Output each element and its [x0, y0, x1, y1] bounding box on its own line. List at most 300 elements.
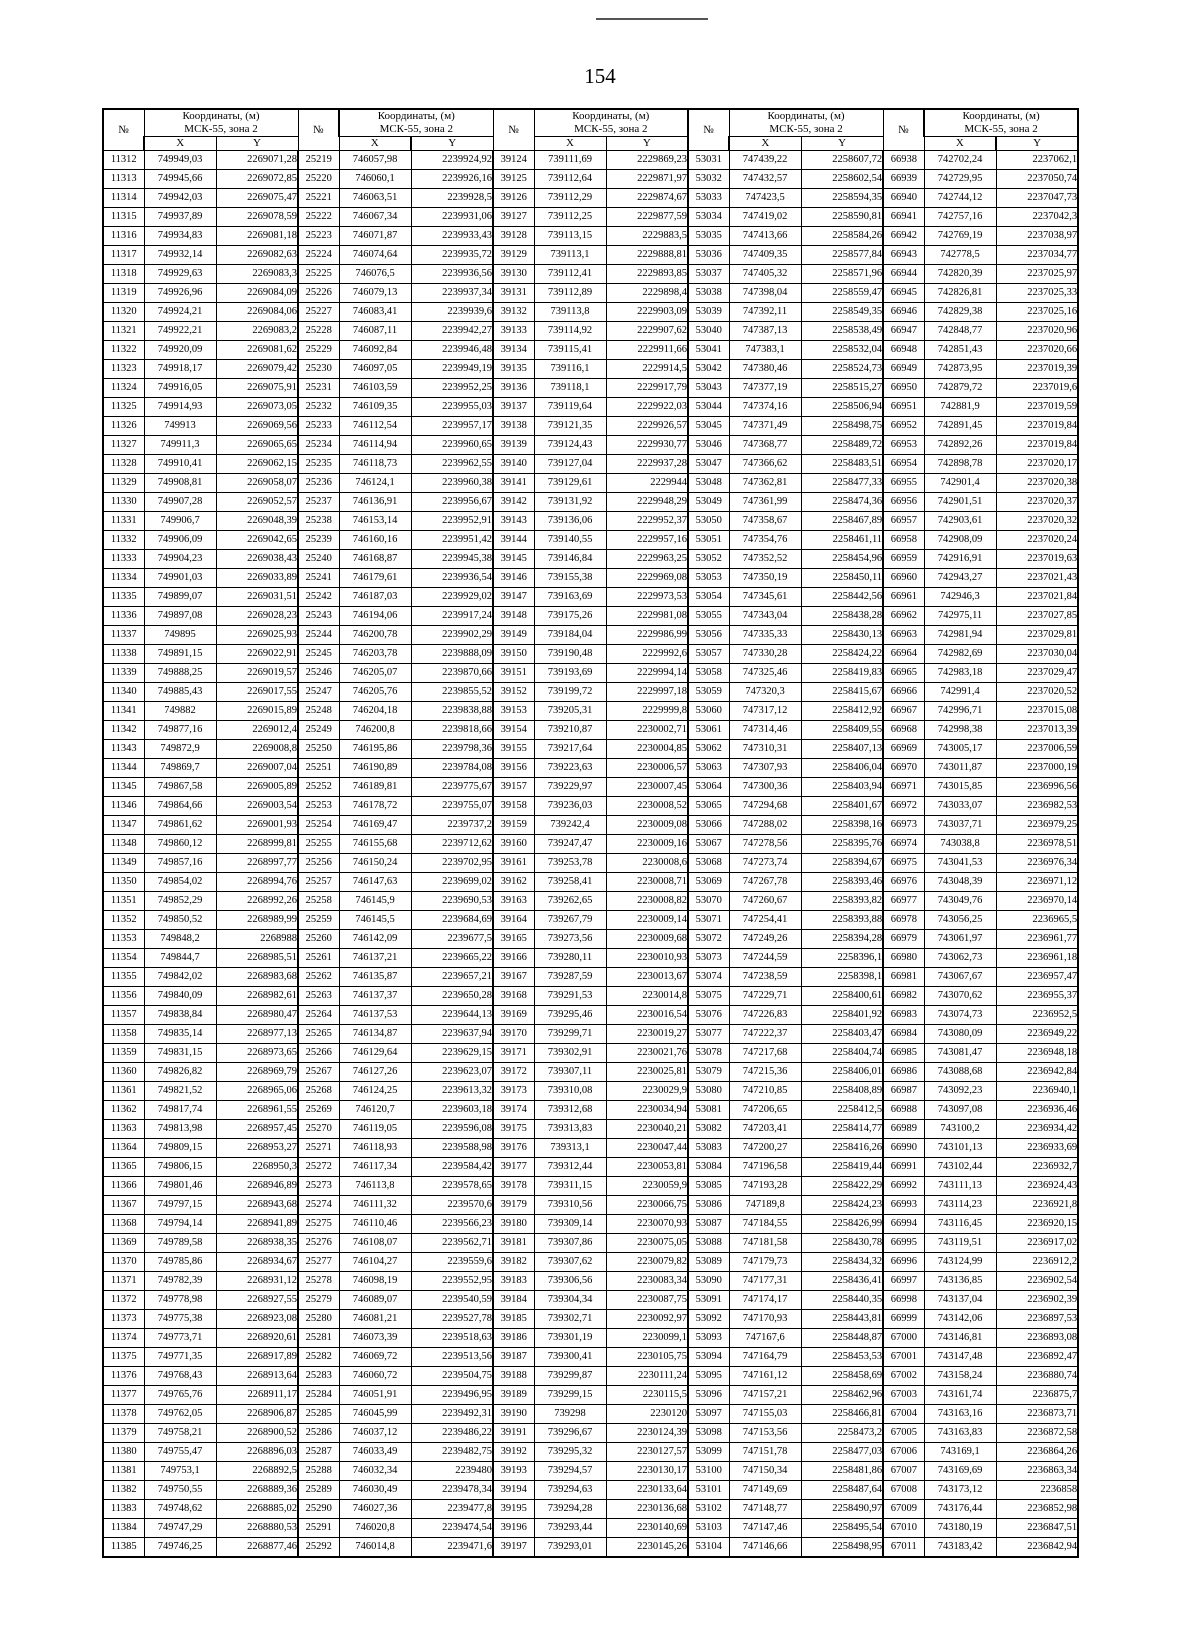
point-number-cell: 11359: [103, 1044, 144, 1063]
point-number-cell: 25227: [298, 303, 339, 322]
y-coordinate-cell: 2230133,64: [606, 1481, 688, 1500]
x-coordinate-cell: 743119,51: [924, 1234, 996, 1253]
x-coordinate-cell: 743116,45: [924, 1215, 996, 1234]
point-number-cell: 39129: [493, 246, 534, 265]
y-coordinate-cell: 2237000,19: [996, 759, 1078, 778]
point-number-cell: 39179: [493, 1196, 534, 1215]
x-coordinate-cell: 746150,24: [339, 854, 411, 873]
y-coordinate-cell: 2229957,16: [606, 531, 688, 550]
y-coordinate-cell: 2269084,09: [216, 284, 298, 303]
x-coordinate-cell: 747361,99: [729, 493, 801, 512]
point-number-cell: 11356: [103, 987, 144, 1006]
y-coordinate-cell: 2236842,94: [996, 1538, 1078, 1558]
x-coordinate-cell: 739112,64: [534, 170, 606, 189]
table-row: [103, 1044, 1078, 1063]
y-coordinate-cell: 2258448,87: [801, 1329, 883, 1348]
x-coordinate-cell: 739312,44: [534, 1158, 606, 1177]
point-number-cell: 53083: [688, 1139, 729, 1158]
x-coordinate-cell: 746033,49: [339, 1443, 411, 1462]
y-coordinate-cell: 2239838,88: [411, 702, 493, 721]
y-coordinate-cell: 2236858: [996, 1481, 1078, 1500]
point-number-cell: 66942: [883, 227, 924, 246]
point-number-cell: 25271: [298, 1139, 339, 1158]
point-number-cell: 39187: [493, 1348, 534, 1367]
table-row: [103, 550, 1078, 569]
point-number-cell: 53063: [688, 759, 729, 778]
x-coordinate-cell: 743092,23: [924, 1082, 996, 1101]
y-coordinate-cell: 2258407,13: [801, 740, 883, 759]
point-number-cell: 66980: [883, 949, 924, 968]
table-row: [103, 189, 1078, 208]
table-row: [103, 683, 1078, 702]
point-number-cell: 39163: [493, 892, 534, 911]
point-number-cell: 39165: [493, 930, 534, 949]
table-row: [103, 1253, 1078, 1272]
y-coordinate-cell: 2239559,6: [411, 1253, 493, 1272]
x-coordinate-cell: 749755,47: [144, 1443, 216, 1462]
coordinates-title: Координаты, (м): [377, 110, 455, 122]
point-number-cell: 11314: [103, 189, 144, 208]
y-coordinate-cell: 2229903,09: [606, 303, 688, 322]
point-number-cell: 11321: [103, 322, 144, 341]
y-coordinate-cell: 2236965,5: [996, 911, 1078, 930]
y-coordinate-cell: 2229926,57: [606, 417, 688, 436]
y-coordinate-cell: 2236873,71: [996, 1405, 1078, 1424]
point-number-cell: 53060: [688, 702, 729, 721]
point-number-cell: 39180: [493, 1215, 534, 1234]
y-coordinate-cell: 2239474,54: [411, 1519, 493, 1538]
x-coordinate-cell: 747244,59: [729, 949, 801, 968]
y-coordinate-cell: 2268931,12: [216, 1272, 298, 1291]
y-coordinate-cell: 2258404,74: [801, 1044, 883, 1063]
y-coordinate-cell: 2239888,09: [411, 645, 493, 664]
y-coordinate-cell: 2229874,67: [606, 189, 688, 208]
table-row: [103, 911, 1078, 930]
y-coordinate-cell: 2230059,9: [606, 1177, 688, 1196]
point-number-cell: 66992: [883, 1177, 924, 1196]
point-number-cell: 11363: [103, 1120, 144, 1139]
x-coordinate-cell: 749848,2: [144, 930, 216, 949]
point-number-cell: 25269: [298, 1101, 339, 1120]
point-number-cell: 11320: [103, 303, 144, 322]
table-row: [103, 284, 1078, 303]
y-coordinate-cell: 2239935,72: [411, 246, 493, 265]
point-number-cell: 11369: [103, 1234, 144, 1253]
point-number-cell: 53035: [688, 227, 729, 246]
table-row: [103, 1310, 1078, 1329]
point-number-cell: 39168: [493, 987, 534, 1006]
x-coordinate-cell: 749758,21: [144, 1424, 216, 1443]
y-coordinate-cell: 2237019,39: [996, 360, 1078, 379]
table-row: [103, 341, 1078, 360]
point-number-cell: 25239: [298, 531, 339, 550]
x-coordinate-cell: 749854,02: [144, 873, 216, 892]
point-number-cell: 53088: [688, 1234, 729, 1253]
x-coordinate-cell: 739300,41: [534, 1348, 606, 1367]
x-coordinate-cell: 746014,8: [339, 1538, 411, 1558]
y-coordinate-cell: 2258403,94: [801, 778, 883, 797]
y-coordinate-cell: 2239702,95: [411, 854, 493, 873]
point-number-cell: 25279: [298, 1291, 339, 1310]
y-coordinate-cell: 2229973,53: [606, 588, 688, 607]
point-number-cell: 25219: [298, 151, 339, 170]
y-coordinate-cell: 2268988: [216, 930, 298, 949]
y-coordinate-cell: 2236955,37: [996, 987, 1078, 1006]
x-coordinate-cell: 742991,4: [924, 683, 996, 702]
table-row: [103, 607, 1078, 626]
y-coordinate-cell: 2239492,31: [411, 1405, 493, 1424]
y-coordinate-cell: 2258415,67: [801, 683, 883, 702]
y-coordinate-cell: 2258394,28: [801, 930, 883, 949]
x-coordinate-cell: 746057,98: [339, 151, 411, 170]
y-coordinate-cell: 2269028,23: [216, 607, 298, 626]
x-coordinate-cell: 747350,19: [729, 569, 801, 588]
x-coordinate-cell: 739253,78: [534, 854, 606, 873]
point-number-cell: 53064: [688, 778, 729, 797]
y-coordinate-cell: 2239936,54: [411, 569, 493, 588]
point-number-cell: 25262: [298, 968, 339, 987]
table-row: [103, 1405, 1078, 1424]
x-coordinate-cell: 749778,98: [144, 1291, 216, 1310]
point-number-cell: 66979: [883, 930, 924, 949]
point-number-cell: 11361: [103, 1082, 144, 1101]
point-number-cell: 67007: [883, 1462, 924, 1481]
y-coordinate-cell: 2229883,5: [606, 227, 688, 246]
x-coordinate-cell: 747147,46: [729, 1519, 801, 1538]
x-coordinate-cell: 739146,84: [534, 550, 606, 569]
x-coordinate-cell: 742996,71: [924, 702, 996, 721]
point-number-cell: 53073: [688, 949, 729, 968]
y-coordinate-cell: 2236936,46: [996, 1101, 1078, 1120]
point-number-cell: 11357: [103, 1006, 144, 1025]
point-number-cell: 11373: [103, 1310, 144, 1329]
point-number-cell: 39155: [493, 740, 534, 759]
table-row: [103, 835, 1078, 854]
point-number-cell: 53032: [688, 170, 729, 189]
x-coordinate-cell: 746113,8: [339, 1177, 411, 1196]
y-coordinate-cell: 2258584,26: [801, 227, 883, 246]
x-coordinate-cell: 739205,31: [534, 702, 606, 721]
table-row: [103, 949, 1078, 968]
x-coordinate-cell: 746195,86: [339, 740, 411, 759]
point-number-cell: 25256: [298, 854, 339, 873]
y-coordinate-cell: 2258453,53: [801, 1348, 883, 1367]
point-number-cell: 66964: [883, 645, 924, 664]
x-coordinate-cell: 749945,66: [144, 170, 216, 189]
y-coordinate-cell: 2229888,81: [606, 246, 688, 265]
point-number-cell: 66963: [883, 626, 924, 645]
y-coordinate-cell: 2236847,51: [996, 1519, 1078, 1538]
x-coordinate-cell: 746169,47: [339, 816, 411, 835]
x-coordinate-cell: 747413,66: [729, 227, 801, 246]
y-coordinate-cell: 2268900,52: [216, 1424, 298, 1443]
y-coordinate-cell: 2239960,65: [411, 436, 493, 455]
table-row: [103, 1196, 1078, 1215]
x-coordinate-cell: 749906,09: [144, 531, 216, 550]
table-row: [103, 1367, 1078, 1386]
y-coordinate-cell: 2269083,2: [216, 322, 298, 341]
point-number-cell: 53031: [688, 151, 729, 170]
y-coordinate-cell: 2258409,55: [801, 721, 883, 740]
y-coordinate-cell: 2269025,93: [216, 626, 298, 645]
x-coordinate-cell: 743180,19: [924, 1519, 996, 1538]
point-number-cell: 66944: [883, 265, 924, 284]
point-number-cell: 66974: [883, 835, 924, 854]
x-coordinate-cell: 747320,3: [729, 683, 801, 702]
point-number-cell: 25263: [298, 987, 339, 1006]
y-coordinate-cell: 2268917,89: [216, 1348, 298, 1367]
y-coordinate-cell: 2236952,5: [996, 1006, 1078, 1025]
point-number-cell: 39154: [493, 721, 534, 740]
x-coordinate-cell: 739301,19: [534, 1329, 606, 1348]
point-number-cell: 53090: [688, 1272, 729, 1291]
x-coordinate-cell: 746118,93: [339, 1139, 411, 1158]
y-coordinate-cell: 2258549,35: [801, 303, 883, 322]
y-coordinate-cell: 2239613,32: [411, 1082, 493, 1101]
point-number-cell: 66998: [883, 1291, 924, 1310]
y-coordinate-cell: 2239527,78: [411, 1310, 493, 1329]
x-coordinate-cell: 747314,46: [729, 721, 801, 740]
y-coordinate-cell: 2230047,44: [606, 1139, 688, 1158]
point-number-cell: 39158: [493, 797, 534, 816]
x-coordinate-cell: 746071,87: [339, 227, 411, 246]
y-coordinate-cell: 2239584,42: [411, 1158, 493, 1177]
point-number-cell: 39162: [493, 873, 534, 892]
x-coordinate-cell: 739115,41: [534, 341, 606, 360]
point-number-cell: 53091: [688, 1291, 729, 1310]
x-coordinate-cell: 742829,38: [924, 303, 996, 322]
y-coordinate-cell: 2239928,5: [411, 189, 493, 208]
point-number-cell: 25224: [298, 246, 339, 265]
x-coordinate-cell: 749914,93: [144, 398, 216, 417]
x-coordinate-cell: 743097,08: [924, 1101, 996, 1120]
y-coordinate-cell: 2237038,97: [996, 227, 1078, 246]
table-row: [103, 531, 1078, 550]
point-number-cell: 11382: [103, 1481, 144, 1500]
x-coordinate-cell: 739294,63: [534, 1481, 606, 1500]
x-coordinate-cell: 742873,95: [924, 360, 996, 379]
point-number-cell: 11378: [103, 1405, 144, 1424]
point-number-cell: 25283: [298, 1367, 339, 1386]
point-number-cell: 25258: [298, 892, 339, 911]
column-header-x: X: [339, 137, 411, 151]
y-coordinate-cell: 2236897,53: [996, 1310, 1078, 1329]
y-coordinate-cell: 2268934,67: [216, 1253, 298, 1272]
y-coordinate-cell: 2258489,72: [801, 436, 883, 455]
y-coordinate-cell: 2229963,25: [606, 550, 688, 569]
x-coordinate-cell: 743005,17: [924, 740, 996, 759]
point-number-cell: 11385: [103, 1538, 144, 1558]
x-coordinate-cell: 739112,29: [534, 189, 606, 208]
y-coordinate-cell: 2237019,59: [996, 398, 1078, 417]
x-coordinate-cell: 746114,94: [339, 436, 411, 455]
x-coordinate-cell: 747254,41: [729, 911, 801, 930]
point-number-cell: 66941: [883, 208, 924, 227]
x-coordinate-cell: 746127,26: [339, 1063, 411, 1082]
x-coordinate-cell: 747184,55: [729, 1215, 801, 1234]
point-number-cell: 11341: [103, 702, 144, 721]
x-coordinate-cell: 739119,64: [534, 398, 606, 417]
y-coordinate-cell: 2258434,32: [801, 1253, 883, 1272]
point-number-cell: 39172: [493, 1063, 534, 1082]
y-coordinate-cell: 2239936,56: [411, 265, 493, 284]
y-coordinate-cell: 2230092,97: [606, 1310, 688, 1329]
point-number-cell: 66988: [883, 1101, 924, 1120]
point-number-cell: 53049: [688, 493, 729, 512]
x-coordinate-cell: 747300,36: [729, 778, 801, 797]
x-coordinate-cell: 747170,93: [729, 1310, 801, 1329]
point-number-cell: 66994: [883, 1215, 924, 1234]
y-coordinate-cell: 2229997,18: [606, 683, 688, 702]
y-coordinate-cell: 2229969,08: [606, 569, 688, 588]
column-header-x: X: [924, 137, 996, 151]
point-number-cell: 66940: [883, 189, 924, 208]
x-coordinate-cell: 739299,87: [534, 1367, 606, 1386]
point-number-cell: 11336: [103, 607, 144, 626]
y-coordinate-cell: 2236917,02: [996, 1234, 1078, 1253]
y-coordinate-cell: 2268992,26: [216, 892, 298, 911]
y-coordinate-cell: 2258590,81: [801, 208, 883, 227]
x-coordinate-cell: 747439,22: [729, 151, 801, 170]
point-number-cell: 25237: [298, 493, 339, 512]
table-row: [103, 645, 1078, 664]
point-number-cell: 39170: [493, 1025, 534, 1044]
y-coordinate-cell: 2236912,2: [996, 1253, 1078, 1272]
x-coordinate-cell: 746104,27: [339, 1253, 411, 1272]
table-row: [103, 1101, 1078, 1120]
y-coordinate-cell: 2239955,03: [411, 398, 493, 417]
y-coordinate-cell: 2229911,66: [606, 341, 688, 360]
point-number-cell: 11377: [103, 1386, 144, 1405]
x-coordinate-cell: 743147,48: [924, 1348, 996, 1367]
point-number-cell: 39152: [493, 683, 534, 702]
x-coordinate-cell: 746020,8: [339, 1519, 411, 1538]
x-coordinate-cell: 749782,39: [144, 1272, 216, 1291]
point-number-cell: 25259: [298, 911, 339, 930]
y-coordinate-cell: 2230034,94: [606, 1101, 688, 1120]
y-coordinate-cell: 2269033,89: [216, 569, 298, 588]
table-row: [103, 1025, 1078, 1044]
point-number-cell: 53066: [688, 816, 729, 835]
y-coordinate-cell: 2269065,65: [216, 436, 298, 455]
y-coordinate-cell: 2239566,23: [411, 1215, 493, 1234]
y-coordinate-cell: 2239931,06: [411, 208, 493, 227]
point-number-cell: 25270: [298, 1120, 339, 1139]
y-coordinate-cell: 2237034,77: [996, 246, 1078, 265]
y-coordinate-cell: 2236948,18: [996, 1044, 1078, 1063]
y-coordinate-cell: 2258416,26: [801, 1139, 883, 1158]
y-coordinate-cell: 2229948,29: [606, 493, 688, 512]
y-coordinate-cell: 2269031,51: [216, 588, 298, 607]
x-coordinate-cell: 739184,04: [534, 626, 606, 645]
x-coordinate-cell: 743048,39: [924, 873, 996, 892]
x-coordinate-cell: 742891,45: [924, 417, 996, 436]
x-coordinate-cell: 747273,74: [729, 854, 801, 873]
y-coordinate-cell: 2239957,17: [411, 417, 493, 436]
y-coordinate-cell: 2258490,97: [801, 1500, 883, 1519]
point-number-cell: 39130: [493, 265, 534, 284]
point-number-cell: 66943: [883, 246, 924, 265]
x-coordinate-cell: 739223,63: [534, 759, 606, 778]
point-number-cell: 53054: [688, 588, 729, 607]
point-number-cell: 25231: [298, 379, 339, 398]
y-coordinate-cell: 2239482,75: [411, 1443, 493, 1462]
y-coordinate-cell: 2230111,24: [606, 1367, 688, 1386]
y-coordinate-cell: 2268965,06: [216, 1082, 298, 1101]
table-row: [103, 436, 1078, 455]
x-coordinate-cell: 739175,26: [534, 607, 606, 626]
x-coordinate-cell: 739210,87: [534, 721, 606, 740]
y-coordinate-cell: 2239518,63: [411, 1329, 493, 1348]
point-number-cell: 66961: [883, 588, 924, 607]
point-number-cell: 25225: [298, 265, 339, 284]
point-number-cell: 39141: [493, 474, 534, 493]
point-number-cell: 39124: [493, 151, 534, 170]
x-coordinate-cell: 747260,67: [729, 892, 801, 911]
table-row: [103, 873, 1078, 892]
point-number-cell: 66972: [883, 797, 924, 816]
point-number-cell: 66989: [883, 1120, 924, 1139]
x-coordinate-cell: 746200,8: [339, 721, 411, 740]
point-number-cell: 53047: [688, 455, 729, 474]
x-coordinate-cell: 746135,87: [339, 968, 411, 987]
y-coordinate-cell: 2236932,7: [996, 1158, 1078, 1177]
y-coordinate-cell: 2268973,65: [216, 1044, 298, 1063]
point-number-cell: 39150: [493, 645, 534, 664]
y-coordinate-cell: 2269001,93: [216, 816, 298, 835]
y-coordinate-cell: 2268927,55: [216, 1291, 298, 1310]
point-number-cell: 25260: [298, 930, 339, 949]
table-row: [103, 569, 1078, 588]
point-number-cell: 11347: [103, 816, 144, 835]
column-header-coordinates: [144, 109, 298, 137]
x-coordinate-cell: 749821,52: [144, 1082, 216, 1101]
y-coordinate-cell: 2237030,04: [996, 645, 1078, 664]
table-row: [103, 170, 1078, 189]
point-number-cell: 39128: [493, 227, 534, 246]
point-number-cell: 66968: [883, 721, 924, 740]
point-number-cell: 25255: [298, 835, 339, 854]
point-number-cell: 11366: [103, 1177, 144, 1196]
y-coordinate-cell: 2268938,35: [216, 1234, 298, 1253]
x-coordinate-cell: 746081,21: [339, 1310, 411, 1329]
point-number-cell: 53098: [688, 1424, 729, 1443]
x-coordinate-cell: 746083,41: [339, 303, 411, 322]
y-coordinate-cell: 2239952,91: [411, 512, 493, 531]
point-number-cell: 11368: [103, 1215, 144, 1234]
point-number-cell: 53095: [688, 1367, 729, 1386]
x-coordinate-cell: 749753,1: [144, 1462, 216, 1481]
table-row: [103, 1291, 1078, 1310]
point-number-cell: 66959: [883, 550, 924, 569]
point-number-cell: 53081: [688, 1101, 729, 1120]
point-number-cell: 25236: [298, 474, 339, 493]
point-number-cell: 25249: [298, 721, 339, 740]
y-coordinate-cell: 2237021,43: [996, 569, 1078, 588]
point-number-cell: 11337: [103, 626, 144, 645]
table-row: [103, 759, 1078, 778]
x-coordinate-cell: 743049,76: [924, 892, 996, 911]
point-number-cell: 53087: [688, 1215, 729, 1234]
y-coordinate-cell: 2237006,59: [996, 740, 1078, 759]
table-row: [103, 588, 1078, 607]
x-coordinate-cell: 743033,07: [924, 797, 996, 816]
table-row: [103, 664, 1078, 683]
point-number-cell: 66991: [883, 1158, 924, 1177]
point-number-cell: 11343: [103, 740, 144, 759]
x-coordinate-cell: 743015,85: [924, 778, 996, 797]
y-coordinate-cell: 2230007,45: [606, 778, 688, 797]
